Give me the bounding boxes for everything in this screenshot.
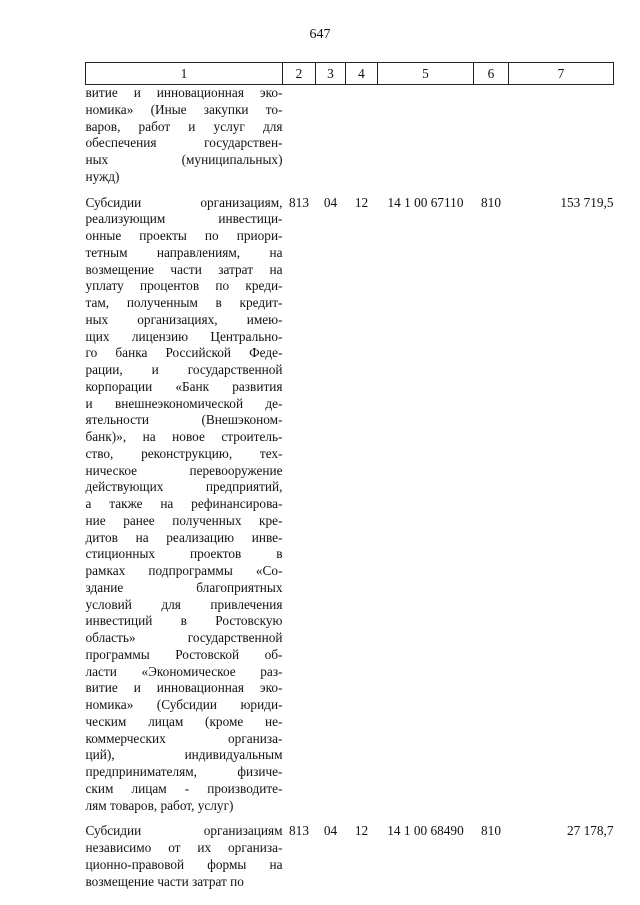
description-line: дитов на реализацию инве- [85,529,283,545]
description-line: ятельности (Внешэконом- [85,412,283,428]
target-article-cell: 14 1 00 68490 [387,823,464,839]
description-line: ных организациях, имею- [85,311,283,327]
section-code-cell: 04 [323,823,338,839]
description-cell [86,814,283,890]
description-line: онные проекты по приори- [85,228,283,243]
column-header: 4 [346,63,378,85]
description-line: реализующим инвестици- [85,211,283,227]
description-line: уплату процентов по креди- [85,278,283,294]
column-header: 7 [509,63,614,85]
description-line: витие и инновационная эко- [85,85,283,100]
table-header-row [86,63,614,85]
description-line: ническое перевооружение [85,462,283,478]
target-article-cell [378,85,474,186]
description-line: возмещение части затрат на [85,261,283,277]
description-line: там, полученным в кредит- [85,295,283,310]
page-number: 647 [309,27,331,42]
subsection-code-cell: 12 [354,194,369,210]
description-line: а также на рефинансирова- [85,496,283,511]
description-line: условий для привлечения [85,596,283,612]
description-line: Субсидии организациям, [85,194,283,210]
column-header: 5 [378,63,474,85]
amount-cell: 153 719,5 [560,194,614,210]
amount-cell: 27 178,7 [566,823,614,839]
subsection-code-cell [346,85,378,186]
description-cell [86,85,283,186]
description-line: обеспечения государствен- [85,135,283,151]
description-line: стиционных проектов в [85,546,283,562]
table-row [86,186,614,815]
expense-type-cell: 810 [481,823,501,839]
description-line: ласти «Экономическое раз- [85,663,283,679]
description-line: банк)», на новое строитель- [85,429,283,444]
amount-cell [509,85,614,186]
description-line: нужд) [85,168,120,184]
expense-type-cell: 810 [481,194,501,210]
column-header: 2 [283,63,316,85]
description-line: ство, реконструкцию, тех- [85,445,283,461]
description-line: номика» (Субсидии юриди- [85,697,283,712]
description-line: Субсидии организациям [85,823,283,839]
column-header: 3 [316,63,346,85]
description-line: номика» (Иные закупки то- [85,101,283,117]
expense-type-cell [474,85,509,186]
description-cell [86,186,283,815]
budget-table [85,62,614,890]
description-line: го банка Российской Феде- [85,345,283,361]
description-line: корпорации «Банк развития [85,378,283,394]
description-line: программы Ростовской об- [85,646,283,662]
description-line: ским лицам - производите- [85,780,283,796]
table-row [86,85,614,186]
description-line: независимо от их организа- [85,840,283,855]
subsection-code-cell: 12 [354,823,369,839]
description-line: щих лицензию Центрально- [85,328,283,344]
description-line: рации, и государственной [85,362,283,377]
description-line: варов, работ и услуг для [85,118,283,134]
description-line: тетным направлениям, на [85,244,283,260]
section-code-cell: 04 [323,194,338,210]
gr-code-cell [283,85,316,186]
description-line: предпринимателям, физиче- [85,764,283,779]
table-row [86,814,614,890]
gr-code-cell: 813 [289,823,309,839]
section-code-cell [316,85,346,186]
description-line: коммерческих организа- [85,730,283,746]
description-line: рамках подпрограммы «Со- [85,563,283,578]
column-header: 1 [86,63,283,85]
description-line: и внешнеэкономической де- [85,395,283,411]
description-line: инвестиций в Ростовскую [85,613,283,629]
description-line: витие и инновационная эко- [85,680,283,696]
description-line: действующих предприятий, [85,479,283,495]
target-article-cell: 14 1 00 67110 [387,194,464,210]
column-header: 6 [474,63,509,85]
gr-code-cell: 813 [289,194,309,210]
description-line: ние ранее полученных кре- [85,512,283,528]
description-line: ных (муниципальных) [85,152,283,167]
description-line: область» государственной [85,630,283,645]
description-line: здание благоприятных [85,579,283,595]
description-line: лям товаров, работ, услуг) [85,797,234,813]
description-line: ций), индивидуальным [85,747,283,763]
description-line: ческим лицам (кроме не- [85,713,283,729]
description-line: ционно-правовой формы на [85,856,283,872]
description-line: возмещение части затрат по [85,873,244,889]
